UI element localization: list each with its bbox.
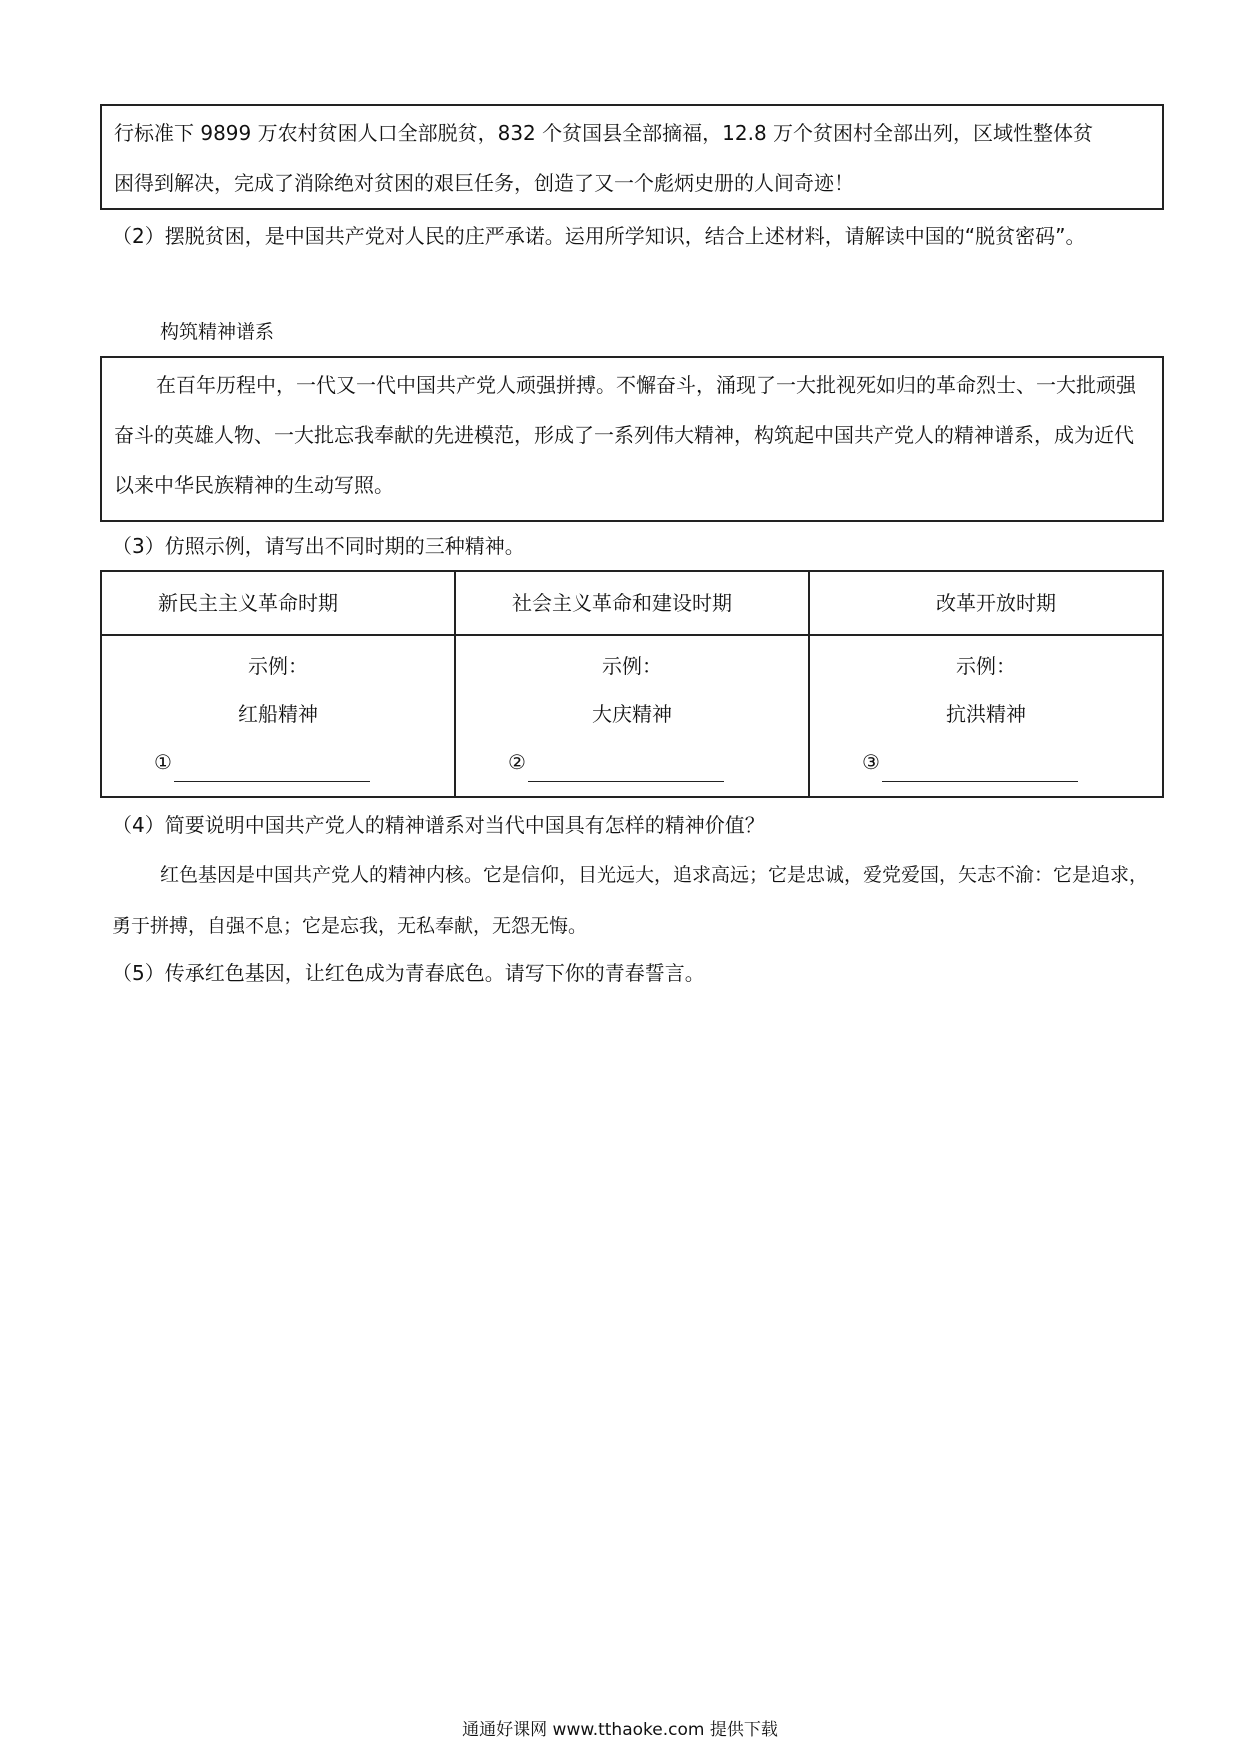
question-2: （2）摆脱贫困，是中国共产党对人民的庄严承诺。运用所学知识，结合上述材料，请解读中国的“脱贫密码”。 (112, 224, 1086, 248)
question-3: （3）仿照示例，请写出不同时期的三种精神。 (112, 534, 525, 558)
period-header: 改革开放时期 (936, 591, 1056, 615)
page-footer: 通通好课网 www.tthaoke.com 提供下载 (462, 1720, 778, 1740)
example-value: 红船精神 (238, 702, 318, 726)
example-label: 示例： (956, 654, 1016, 678)
period-header: 社会主义革命和建设时期 (512, 591, 732, 615)
example-value: 抗洪精神 (946, 702, 1026, 726)
material-line: 困得到解决，完成了消除绝对贫困的艰巨任务，创造了又一个彪炳史册的人间奇迹！ (114, 171, 854, 195)
example-value: 大庆精神 (592, 702, 672, 726)
section-title: 构筑精神谱系 (160, 321, 275, 343)
table-header-cell (455, 571, 809, 635)
example-label: 示例： (248, 654, 308, 678)
period-header: 新民主主义革命时期 (158, 591, 338, 615)
material-line: 行标准下 9899 万农村贫困人口全部脱贫，832 个贫国县全部摘福，12.8 万个贫困村全部出列，区域性整体贫 (114, 121, 1094, 145)
answer-blank[interactable] (508, 742, 724, 782)
table-cell (101, 635, 455, 797)
table-header-cell (809, 571, 1163, 635)
table-header-cell (101, 571, 455, 635)
blank-marker: ② (508, 750, 526, 774)
blank-line (528, 753, 724, 782)
material-paragraph: 在百年历程中，一代又一代中国共产党人顽强拼搏。不懈奋斗，涌现了一大批视死如归的革命烈士、一大批顽强奋斗的英雄人物、一大批忘我奉献的先进模范，形成了一系列伟大精神，构筑起中国共产党人的精神谱系，成为近代以来中华民族精神的生动写照。 (114, 373, 1136, 497)
material-box-poverty (100, 104, 1164, 210)
question-5: （5）传承红色基因，让红色成为青春底色。请写下你的青春誓言。 (112, 961, 705, 985)
blank-marker: ③ (862, 750, 880, 774)
table-row (101, 635, 1163, 797)
table-cell (455, 635, 809, 797)
table-header-row (101, 571, 1163, 635)
material-box-spirit (100, 356, 1164, 522)
answer-text: 红色基因是中国共产党人的精神内核。它是信仰，目光远大，追求高远；它是忠诚，爱党爱国，矢志不渝：它是追求，勇于拼搏，自强不息；它是忘我，无私奉献，无怨无悔。 (112, 864, 1149, 937)
answer-blank[interactable] (154, 742, 370, 782)
answer-blank[interactable] (862, 742, 1078, 782)
blank-line (174, 753, 370, 782)
example-label: 示例： (602, 654, 662, 678)
blank-line (882, 753, 1078, 782)
table-cell (809, 635, 1163, 797)
periods-table (100, 570, 1164, 798)
question-4: （4）简要说明中国共产党人的精神谱系对当代中国具有怎样的精神价值？ (112, 813, 765, 837)
blank-marker: ① (154, 750, 172, 774)
